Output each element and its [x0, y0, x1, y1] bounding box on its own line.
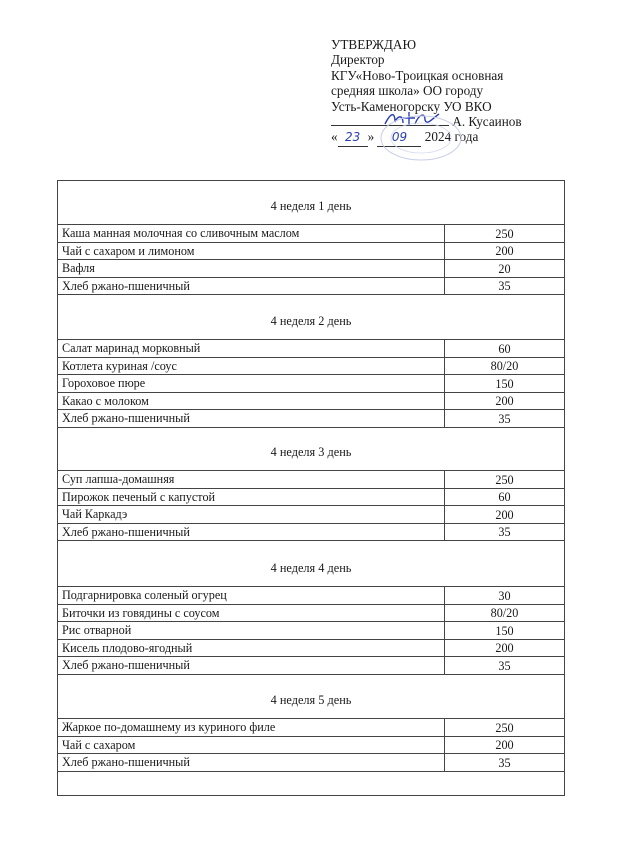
- table-row: [58, 657, 564, 675]
- day-title: 4 неделя 1 день: [270, 199, 352, 213]
- dish-name: Хлеб ржано-пшеничный: [58, 410, 445, 428]
- table-row: [58, 719, 564, 737]
- table-row: [58, 225, 564, 243]
- table-row: [58, 260, 564, 278]
- dish-quantity: 35: [445, 277, 565, 295]
- table-row: [58, 242, 564, 260]
- approval-org-line-3: Усть-Каменогорску УО ВКО: [331, 98, 492, 114]
- table-row: [58, 736, 564, 754]
- dish-name: Жаркое по-домашнему из куриного филе: [58, 719, 445, 737]
- dish-name: Чай с сахаром и лимоном: [58, 242, 445, 260]
- day-title: 4 неделя 3 день: [270, 445, 352, 459]
- menu-table: [58, 718, 564, 772]
- approval-org-line-1: КГУ«Ново-Троицкая основная: [331, 67, 504, 83]
- day-block: [58, 314, 564, 428]
- table-row: [58, 604, 564, 622]
- table-row: [58, 622, 564, 640]
- day-title: 4 неделя 2 день: [270, 314, 352, 328]
- dish-quantity: 60: [445, 488, 565, 506]
- dish-quantity: 200: [445, 242, 565, 260]
- dish-quantity: 200: [445, 736, 565, 754]
- dish-quantity: 200: [445, 392, 565, 410]
- dish-name: Кисель плодово-ягодный: [58, 639, 445, 657]
- approval-position: Директор: [331, 52, 385, 68]
- table-row: [58, 523, 564, 541]
- table-row: [58, 587, 564, 605]
- table-row: [58, 340, 564, 358]
- day-title: 4 неделя 4 день: [270, 561, 352, 575]
- menu-table: [58, 470, 564, 541]
- dish-quantity: 250: [445, 719, 565, 737]
- date-month-value: 09: [391, 130, 408, 145]
- date-year: 2024 года: [424, 129, 479, 145]
- date-day-value: 23: [344, 130, 361, 145]
- day-block: [58, 445, 564, 541]
- table-row: [58, 392, 564, 410]
- date-close-quote: »: [367, 129, 375, 145]
- dish-quantity: 200: [445, 639, 565, 657]
- table-row: [58, 471, 564, 489]
- table-row: [58, 277, 564, 295]
- menu-table: [58, 339, 564, 428]
- dish-quantity: 150: [445, 375, 565, 393]
- dish-name: Чай Каркадэ: [58, 506, 445, 524]
- dish-quantity: 60: [445, 340, 565, 358]
- dish-quantity: 35: [445, 410, 565, 428]
- table-row: [58, 410, 564, 428]
- date-day-field: [338, 129, 368, 146]
- dish-name: Хлеб ржано-пшеничный: [58, 657, 445, 675]
- dish-name: Чай с сахаром: [58, 736, 445, 754]
- dish-quantity: 250: [445, 225, 565, 243]
- dish-quantity: 200: [445, 506, 565, 524]
- table-row: [58, 639, 564, 657]
- dish-name: Хлеб ржано-пшеничный: [58, 754, 445, 772]
- dish-name: Салат маринад морковный: [58, 340, 445, 358]
- table-row: [58, 488, 564, 506]
- table-row: [58, 357, 564, 375]
- dish-name: Какао с молоком: [58, 392, 445, 410]
- day-block: [58, 199, 564, 295]
- dish-name: Вафля: [58, 260, 445, 278]
- faint-stamp-mark: [376, 112, 466, 164]
- dish-name: Рис отварной: [58, 622, 445, 640]
- approval-heading: УТВЕРЖДАЮ: [331, 37, 417, 52]
- dish-quantity: 20: [445, 260, 565, 278]
- dish-name: Подгарнировка соленый огурец: [58, 587, 445, 605]
- dish-name: Суп лапша-домашняя: [58, 471, 445, 489]
- menu-table: [58, 586, 564, 675]
- table-row: [58, 754, 564, 772]
- dish-quantity: 250: [445, 471, 565, 489]
- table-row: [58, 506, 564, 524]
- dish-name: Хлеб ржано-пшеничный: [58, 277, 445, 295]
- day-block: [58, 561, 564, 675]
- dish-quantity: 80/20: [445, 357, 565, 375]
- dish-name: Пирожок печеный с капустой: [58, 488, 445, 506]
- dish-quantity: 35: [445, 523, 565, 541]
- menu-frame: [57, 180, 565, 796]
- dish-quantity: 80/20: [445, 604, 565, 622]
- day-title: 4 неделя 5 день: [270, 693, 352, 707]
- dish-quantity: 35: [445, 657, 565, 675]
- table-row: [58, 375, 564, 393]
- day-block: [58, 693, 564, 772]
- menu-table: [58, 224, 564, 295]
- dish-name: Гороховое пюре: [58, 375, 445, 393]
- date-open-quote: «: [331, 129, 338, 145]
- signatory-name: А. Кусаинов: [452, 114, 522, 130]
- dish-quantity: 35: [445, 754, 565, 772]
- dish-quantity: 150: [445, 622, 565, 640]
- dish-name: Котлета куриная /соус: [58, 357, 445, 375]
- approval-org-line-2: средняя школа» ОО городу: [331, 83, 484, 99]
- dish-name: Биточки из говядины с соусом: [58, 604, 445, 622]
- dish-name: Каша манная молочная со сливочным маслом: [58, 225, 445, 243]
- dish-quantity: 30: [445, 587, 565, 605]
- dish-name: Хлеб ржано-пшеничный: [58, 523, 445, 541]
